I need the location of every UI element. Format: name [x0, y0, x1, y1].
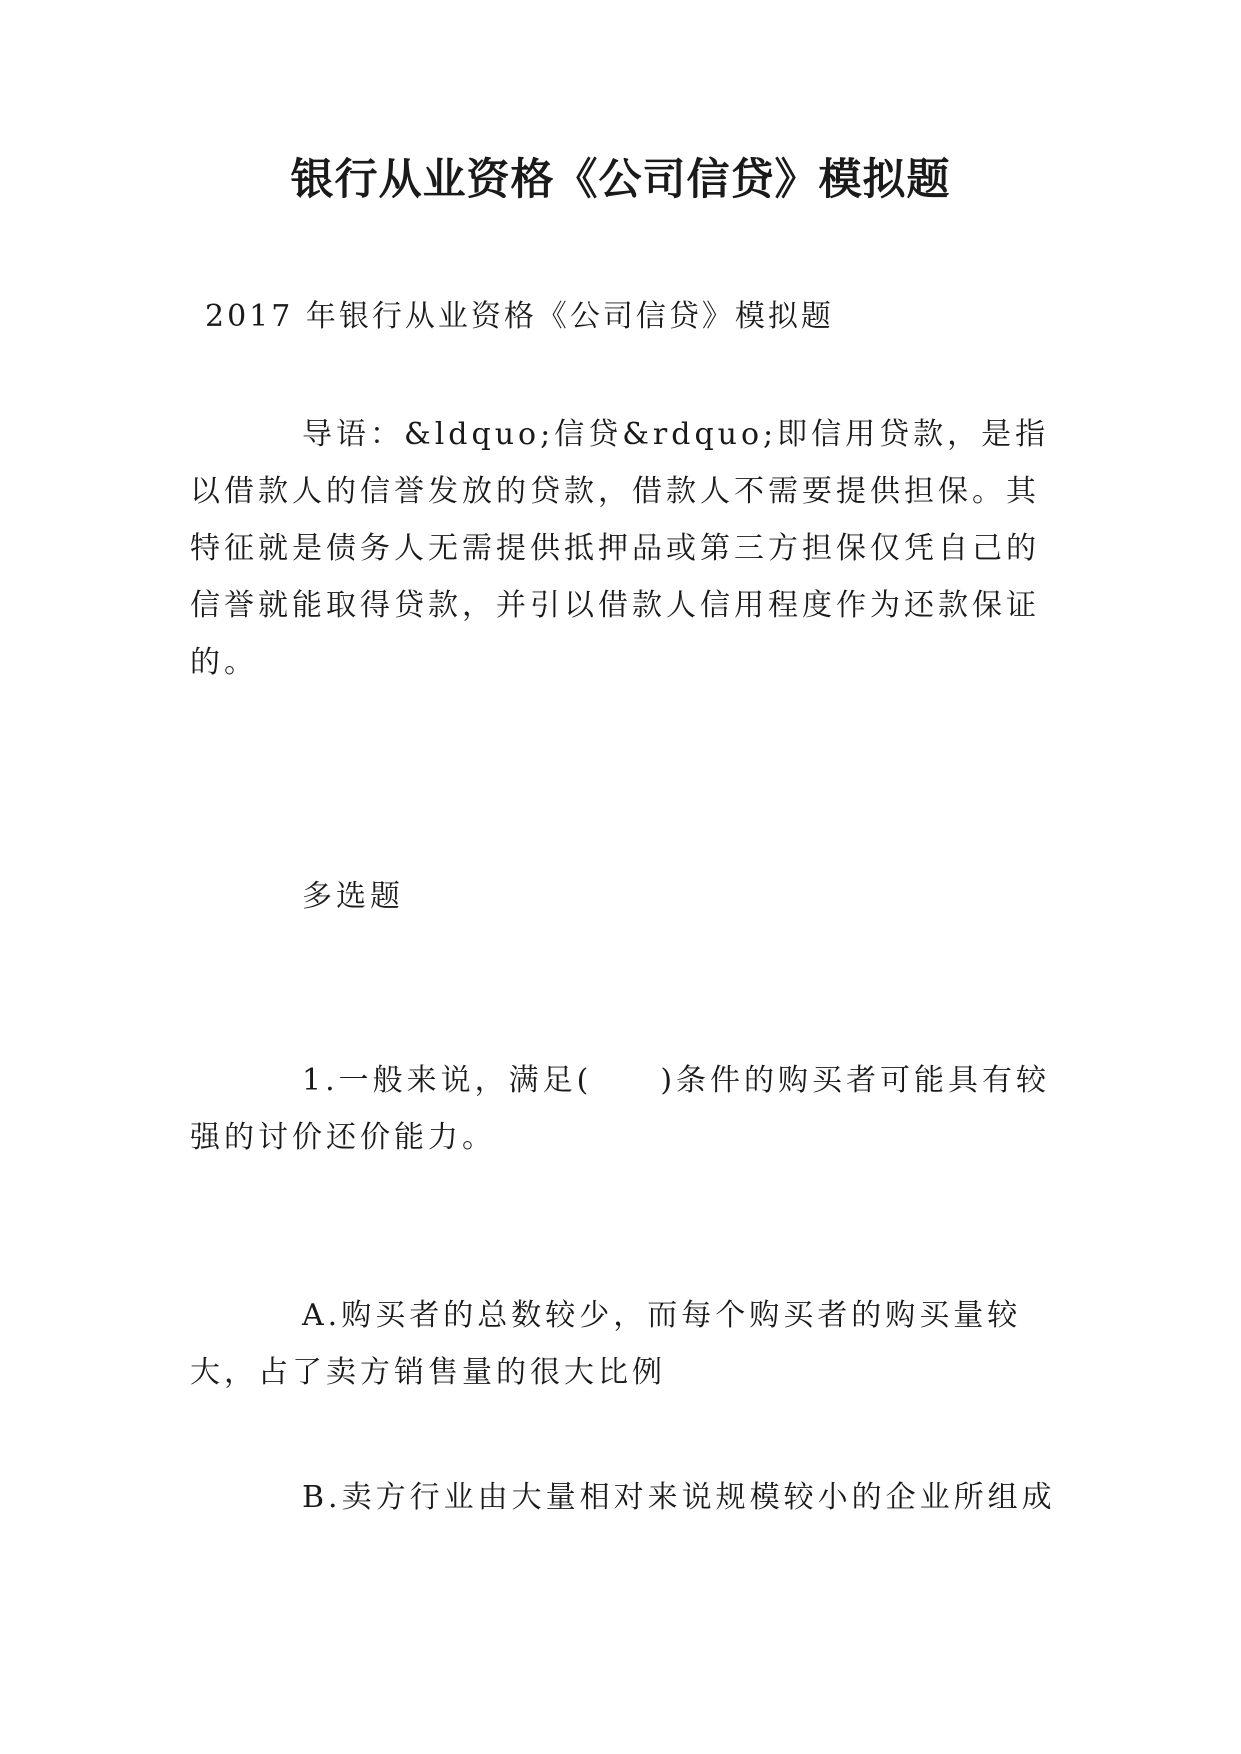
section-heading: 多选题 [302, 879, 404, 914]
question-option-b: B.卖方行业由大量相对来说规模较小的企业所组成 [302, 1480, 1056, 1515]
document-subtitle: 2017 年银行从业资格《公司信贷》模拟题 [205, 299, 834, 334]
intro-paragraph: 导语：&ldquo;信贷&rdquo;即信用贷款，是指以借款人的信誉发放的贷款，借款人不需要提供担保。其特征就是债务人无需提供抵押品或第三方担保仅凭自己的信誉就能取得贷款，并引以借款人信用程度作为还款保证的。 [190, 417, 1050, 680]
document-title: 银行从业资格《公司信贷》模拟题 [290, 155, 951, 205]
question-option-a: A.购买者的总数较少，而每个购买者的购买量较大，占了卖方销售量的很大比例 [190, 1298, 1022, 1390]
question-stem: 1.一般来说，满足( )条件的购买者可能具有较强的讨价还价能力。 [190, 1063, 1051, 1155]
